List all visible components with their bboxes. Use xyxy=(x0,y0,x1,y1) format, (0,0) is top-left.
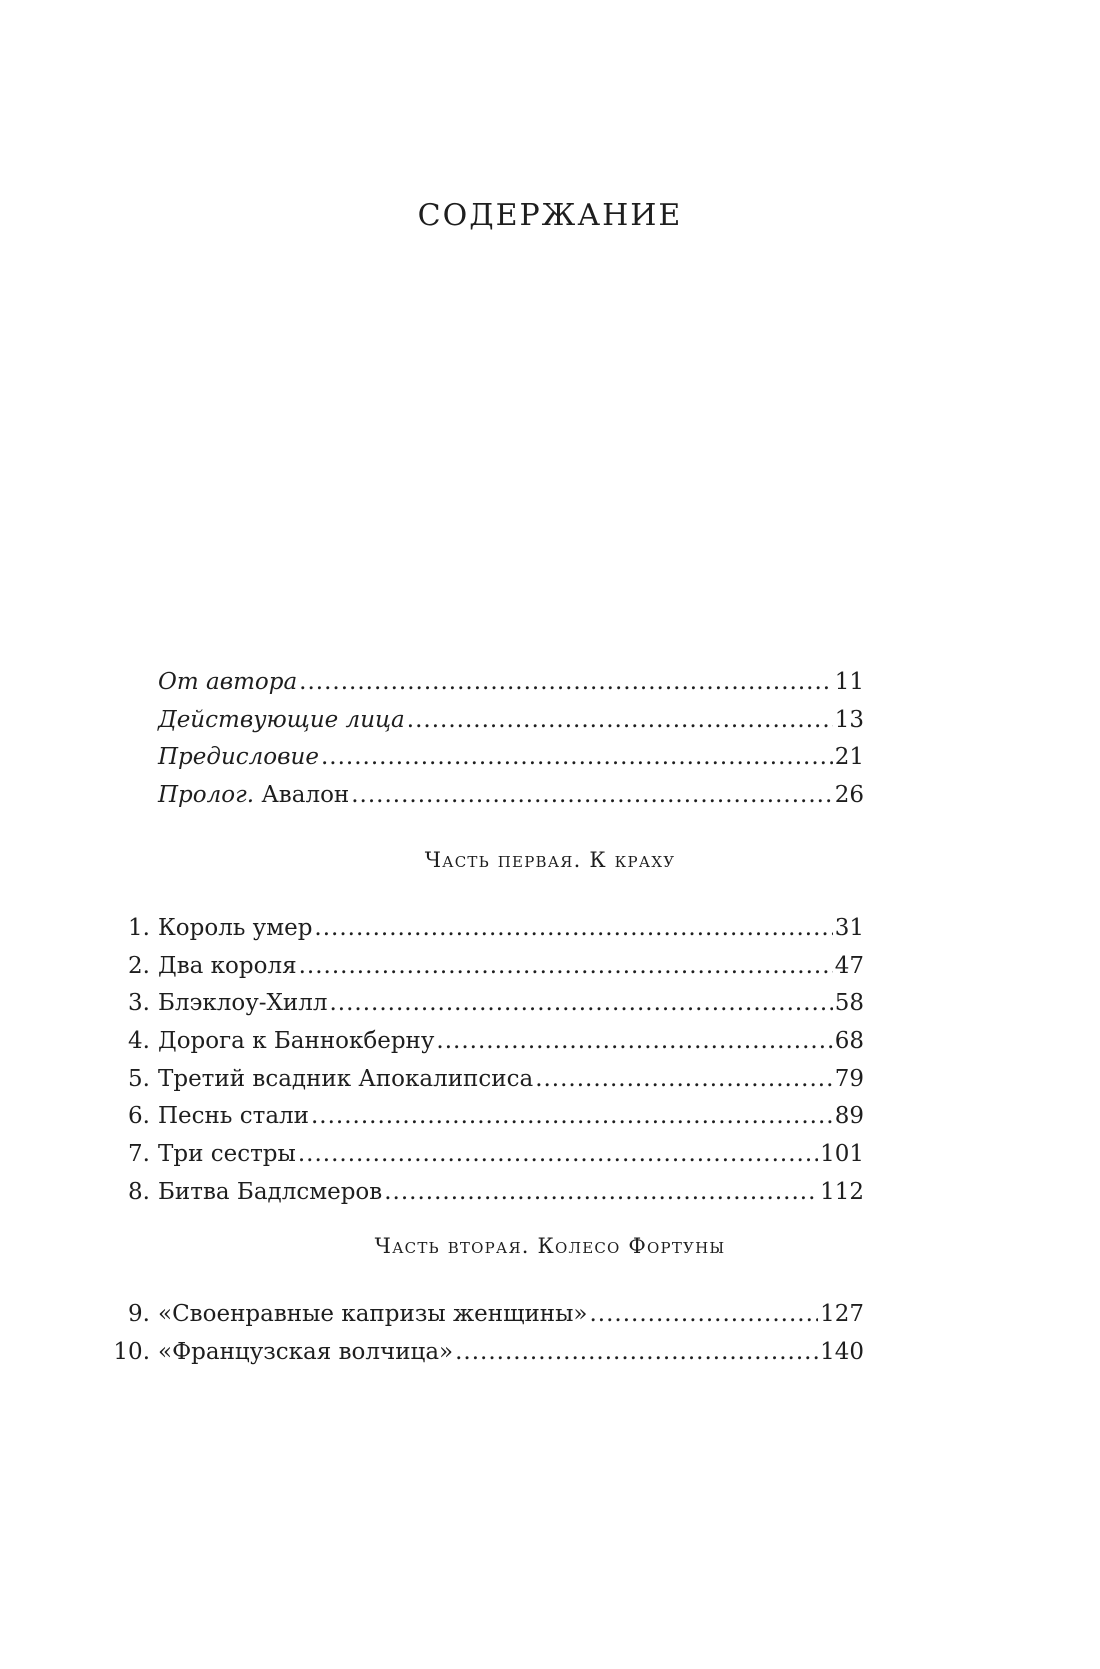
chapter-page: 112 xyxy=(820,1178,864,1205)
chapter-number: 2. xyxy=(128,952,150,979)
dot-leader xyxy=(407,702,833,740)
part-two-chapter-list xyxy=(106,1296,864,1371)
dot-leader xyxy=(314,910,832,948)
dot-leader xyxy=(590,1296,819,1334)
chapter-number: 3. xyxy=(128,990,150,1017)
chapter-title: Два короля xyxy=(158,952,297,979)
page-title: СОДЕРЖАНИЕ xyxy=(417,198,683,233)
chapter-entry[interactable] xyxy=(106,910,864,948)
toc-entry-page: 21 xyxy=(834,744,864,771)
chapter-entry[interactable] xyxy=(106,1098,864,1136)
chapter-title: Три сестры xyxy=(158,1141,296,1168)
chapter-entry[interactable] xyxy=(106,1136,864,1174)
chapter-number: 10. xyxy=(113,1338,150,1365)
toc-entry-title: Предисловие xyxy=(158,744,319,771)
chapter-entry[interactable] xyxy=(106,948,864,986)
chapter-entry[interactable] xyxy=(106,1174,864,1212)
toc-entry-title: Пролог. Авалон xyxy=(158,782,350,809)
chapter-number: 5. xyxy=(128,1065,150,1092)
toc-entry-title: От автора xyxy=(158,669,298,695)
dot-leader xyxy=(311,1098,833,1136)
chapter-title: Дорога к Баннокберну xyxy=(158,1028,435,1055)
toc-entry[interactable] xyxy=(158,739,864,777)
chapter-title: Король умер xyxy=(158,915,313,941)
chapter-page: 47 xyxy=(834,952,864,979)
chapter-number: 7. xyxy=(128,1141,150,1168)
chapter-entry[interactable] xyxy=(106,1023,864,1061)
toc-entry[interactable] xyxy=(158,664,864,702)
chapter-entry[interactable] xyxy=(106,1334,864,1372)
part-one-heading: Часть первая. К краху xyxy=(424,848,676,872)
chapter-title: Третий всадник Апокалипсиса xyxy=(158,1065,534,1092)
chapter-title: Песнь стали xyxy=(158,1103,309,1130)
toc-entry-page: 11 xyxy=(834,669,864,695)
part-two-heading: Часть вторая. Колесо Фортуны xyxy=(374,1234,726,1258)
part-one-chapter-list xyxy=(106,910,864,1212)
dot-leader xyxy=(329,985,832,1023)
chapter-entry[interactable] xyxy=(106,1061,864,1099)
dot-leader xyxy=(351,777,832,815)
chapter-title: Блэклоу-Хилл xyxy=(158,990,328,1017)
chapter-page: 127 xyxy=(820,1301,864,1327)
chapter-page: 68 xyxy=(834,1028,864,1055)
toc-entry[interactable] xyxy=(158,702,864,740)
dot-leader xyxy=(535,1061,833,1099)
chapter-page: 89 xyxy=(834,1103,864,1130)
front-matter-list xyxy=(158,664,864,815)
toc-entry-title: Действующие лица xyxy=(158,706,405,733)
toc-entry-page: 13 xyxy=(834,706,864,733)
chapter-entry[interactable] xyxy=(106,985,864,1023)
chapter-title: Битва Бадлсмеров xyxy=(158,1178,383,1205)
chapter-number: 9. xyxy=(128,1301,150,1327)
toc-entry[interactable] xyxy=(158,777,864,815)
chapter-entry[interactable] xyxy=(106,1296,864,1334)
chapter-page: 101 xyxy=(820,1141,864,1168)
dot-leader xyxy=(299,948,833,986)
chapter-page: 58 xyxy=(834,990,864,1017)
chapter-page: 79 xyxy=(834,1065,864,1092)
chapter-page: 140 xyxy=(820,1338,864,1365)
toc-entry-page: 26 xyxy=(834,782,864,809)
dot-leader xyxy=(299,664,833,702)
dot-leader xyxy=(321,739,833,777)
dot-leader xyxy=(436,1023,832,1061)
chapter-number: 4. xyxy=(128,1028,150,1055)
chapter-number: 1. xyxy=(128,915,150,941)
dot-leader xyxy=(384,1174,818,1212)
chapter-number: 6. xyxy=(128,1103,150,1130)
dot-leader xyxy=(455,1334,818,1372)
chapter-title: «Французская волчица» xyxy=(158,1338,454,1365)
chapter-page: 31 xyxy=(834,915,864,941)
chapter-title: «Своенравные капризы женщины» xyxy=(158,1301,588,1327)
chapter-number: 8. xyxy=(128,1178,150,1205)
dot-leader xyxy=(298,1136,818,1174)
